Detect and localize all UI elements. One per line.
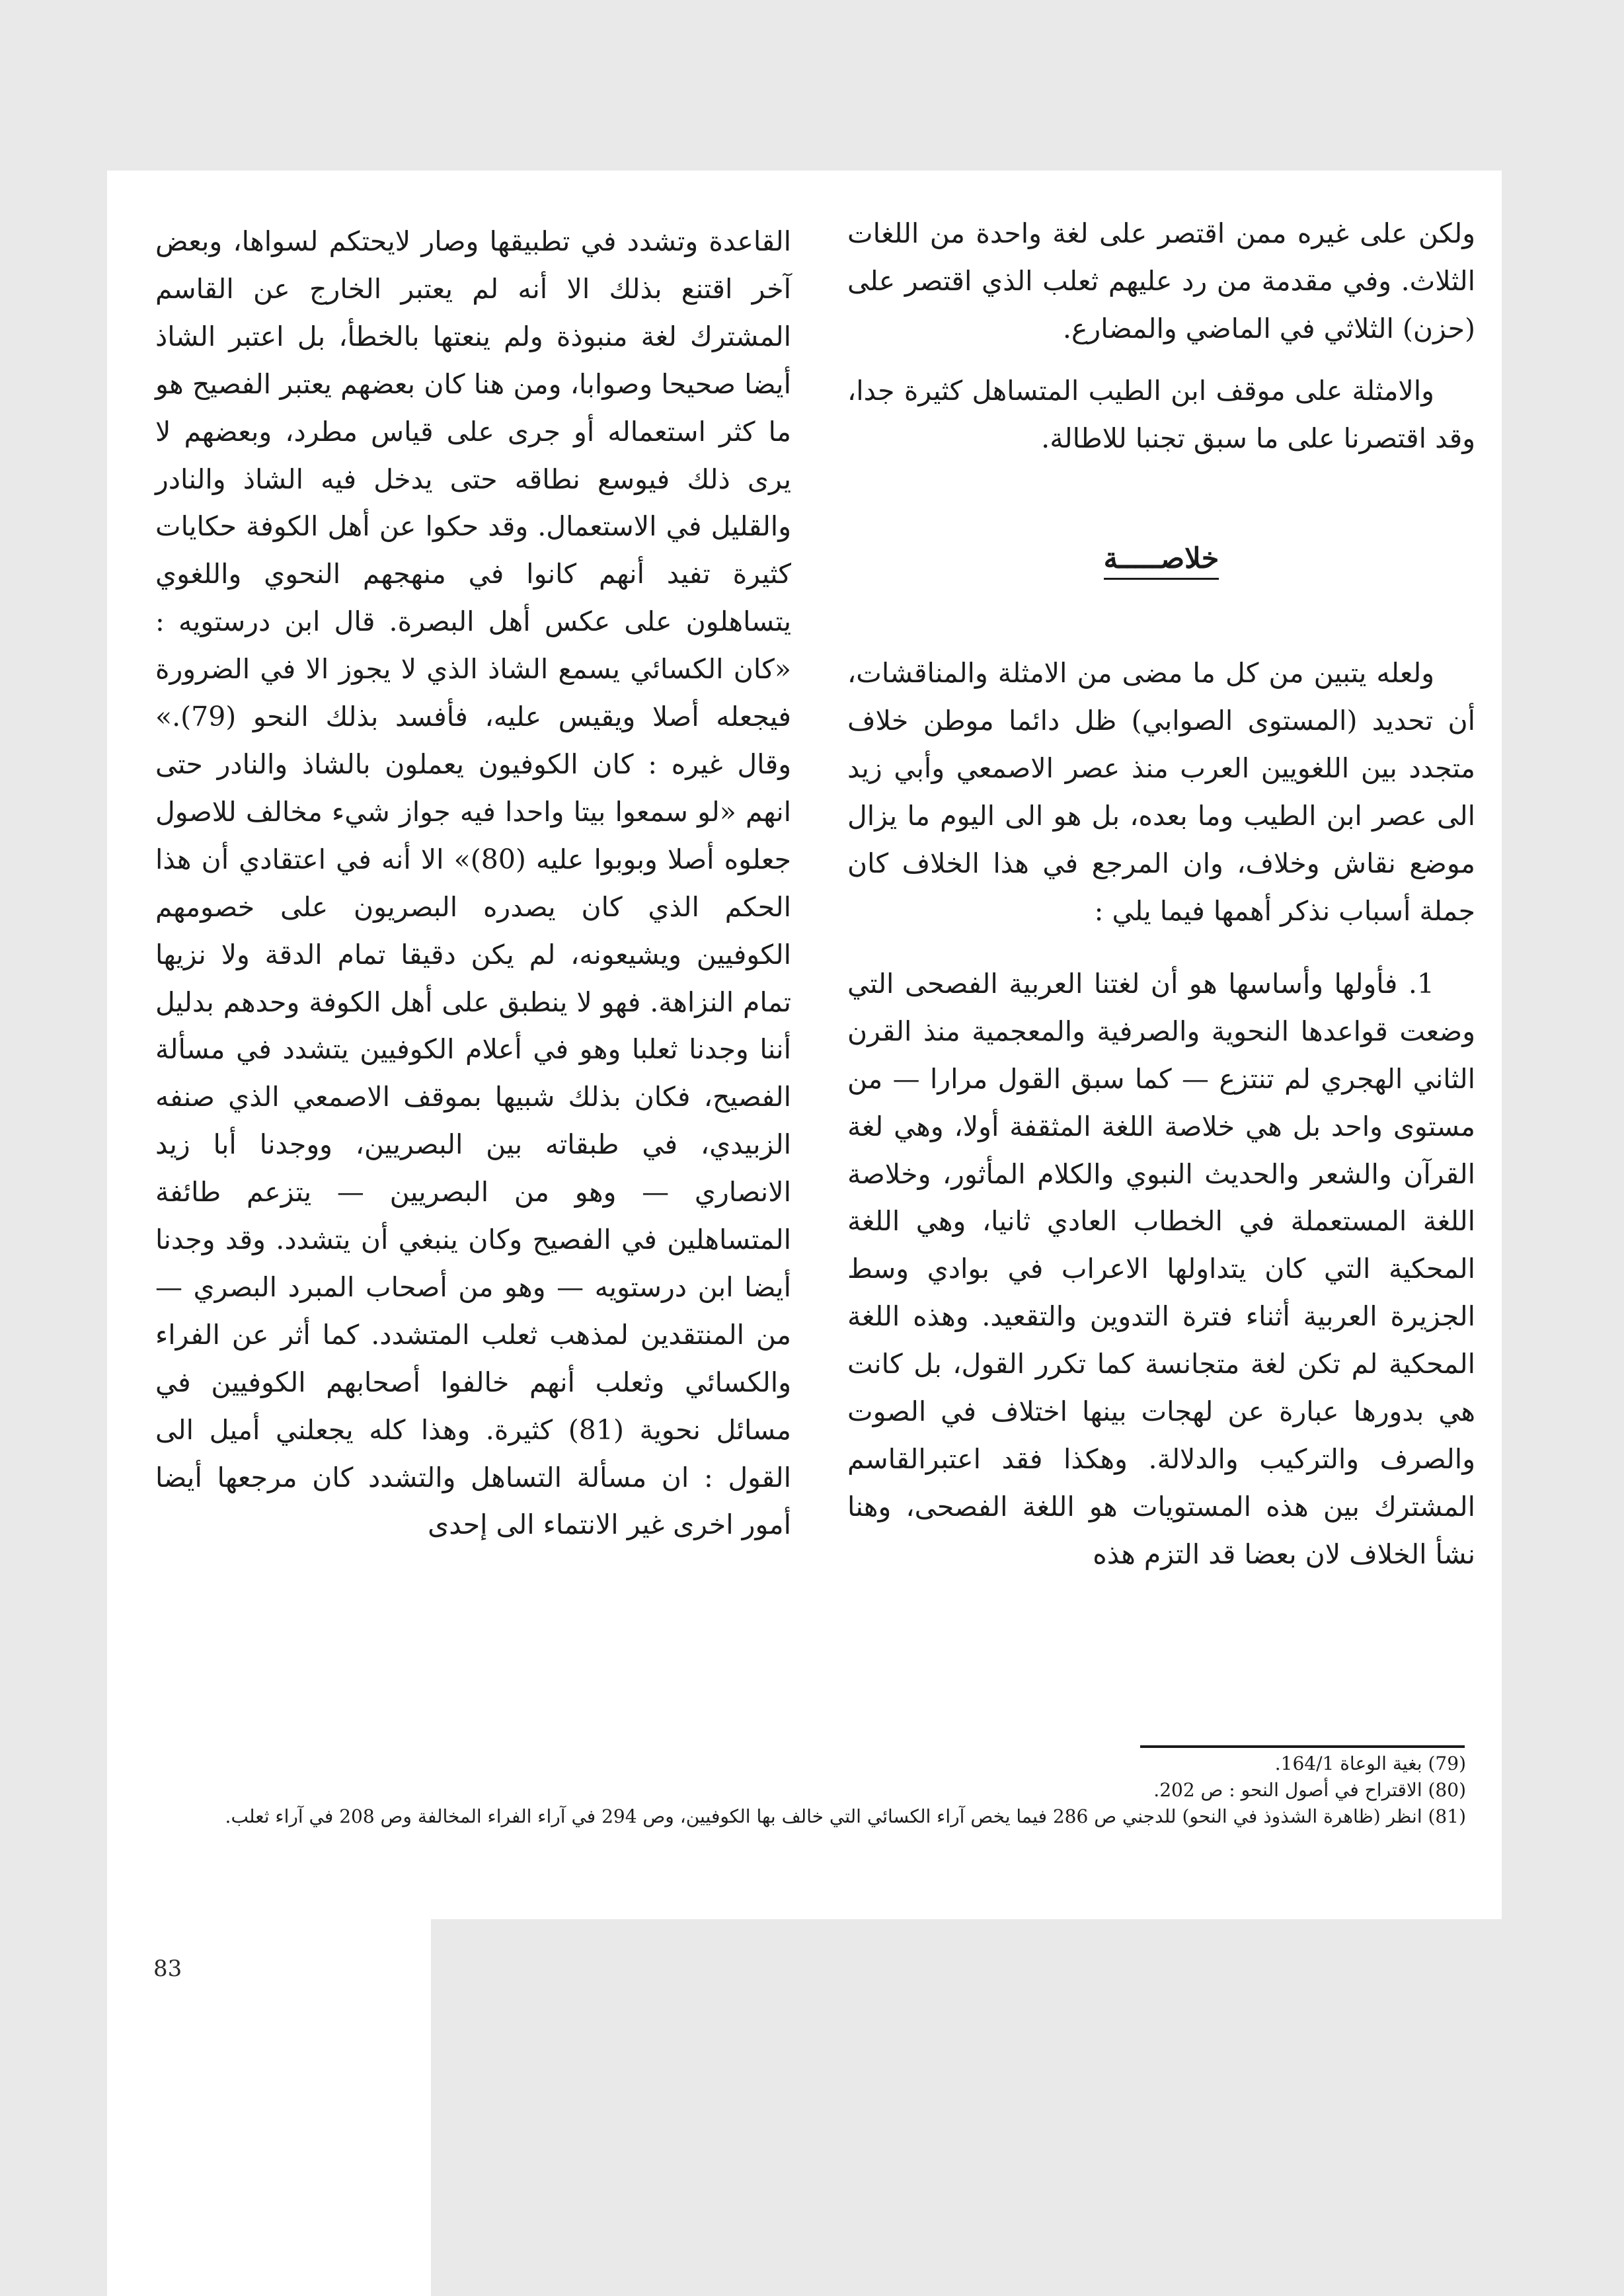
footnote-rule [1140, 1745, 1465, 1748]
paragraph: ولكن على غيره ممن اقتصر على لغة واحدة من اللغات الثلاث. وفي مقدمة من رد عليهم ثعلب الذي اقتصر على (حزن) الثلاثي في الماضي والمضارع. [847, 218, 1475, 344]
section-heading-text: خلاصـــــة [1104, 542, 1219, 580]
right-text-column [847, 210, 1475, 1579]
paragraph: القاعدة وتشدد في تطبيقها وصار لايحتكم لسواها، وبعض آخر اقتنع بذلك الا أنه لم يعتبر الخارج عن القاسم المشترك لغة منبوذة ولم ينعتها بالخطأ، بل اعتبر الشاذ أيضا صحيحا وصوابا، ومن هنا كان بعضهم يعتبر الفصيح هو ما كثر استعماله أو جرى على قياس مطرد، وبعضهم لا يرى ذلك فيوسع نطاقه حتى يدخل فيه الشاذ والنادر والقليل في الاستعمال. وقد حكوا عن أهل الكوفة حكايات كثيرة تفيد أنهم كانوا في منهجهم النحوي واللغوي يتساهلون على عكس أهل البصرة. قال ابن درستويه : «كان الكسائي يسمع الشاذ الذي لا يجوز الا في الضرورة فيجعله أصلا ويقيس عليه، فأفسد بذلك النحو (79).» وقال غيره : كان الكوفيون يعملون بالشاذ والنادر حتى انهم «لو سمعوا بيتا واحدا فيه جواز شيء مخالف للاصول جعلوه أصلا وبوبوا عليه (80)» الا أنه في اعتقادي أن هذا الحكم الذي كان يصدره البصريون على خصومهم الكوفيين ويشيعونه، لم يكن دقيقا تمام الدقة ولا نزيها تمام النزاهة. فهو لا ينطبق على أهل الكوفة وحدهم بدليل أننا وجدنا ثعلبا وهو في أعلام الكوفيين يتشدد في مسألة الفصيح، فكان بذلك شبيها بموقف الاصمعي الذي صنفه الزبيدي، في طبقاته بين البصريين، ووجدنا أبا زيد الانصاري — وهو من البصريين — يتزعم طائفة المتساهلين في الفصيح وكان ينبغي أن يتشدد. وقد وجدنا أيضا ابن درستويه — وهو من أصحاب المبرد البصري — من المنتقدين لمذهب ثعلب المتشدد. كما أثر عن الفراء والكسائي وثعلب أنهم خالفوا أصحابهم الكوفيين في مسائل نحوية (81) كثيرة. وهذا كله يجعلني أميل الى القول : ان مسألة التساهل والتشدد كان مرجعها أيضا أمور اخرى غير الانتماء الى إحدى [155, 225, 792, 1541]
footnote-80: (80) الاقتراح في أصول النحو : ص 202. [1153, 1779, 1466, 1801]
paragraph: 1. فأولها وأساسها هو أن لغتنا العربية الفصحى التي وضعت قواعدها النحوية والصرفية والمعجمية منذ القرن الثاني الهجري لم تنتزع — كما سبق القول مرارا — من مستوى واحد بل هي خلاصة اللغة المثقفة أولا، وهي لغة القرآن والشعر والحديث النبوي والكلام المأثور، وخلاصة اللغة المستعملة في الخطاب العادي ثانيا، وهي اللغة المحكية التي كان يتداولها الاعراب في بوادي وسط الجزيرة العربية أثناء فترة التدوين والتقعيد. وهذه اللغة المحكية لم تكن لغة متجانسة كما تكرر القول، بل كانت هي بدورها عبارة عن لهجات بينها اختلاف في الصوت والصرف والتركيب والدلالة. وهكذا فقد اعتبرالقاسم المشترك بين هذه المستويات هو اللغة الفصحى، وهنا نشأ الخلاف لان بعضا قد التزم هذه [847, 967, 1475, 1570]
footnote-79: (79) بغية الوعاة 164/1. [1274, 1753, 1466, 1774]
page-number: 83 [153, 1956, 182, 1982]
left-text-column [155, 218, 791, 1549]
paragraph: ولعله يتبين من كل ما مضى من الامثلة والمناقشات، أن تحديد (المستوى الصوابي) ظل دائما موطن خلاف متجدد بين اللغويين العرب منذ عصر الاصمعي وأبي زيد الى عصر ابن الطيب وما بعده، بل هو الى اليوم ما يزال موضع نقاش وخلاف، وان المرجع في هذا الخلاف كان جملة أسباب نذكر أهمها فيما يلي : [847, 657, 1475, 927]
footnotes [218, 1751, 1466, 1830]
paragraph: والامثلة على موقف ابن الطيب المتساهل كثيرة جدا، وقد اقتصرنا على ما سبق تجنبا للاطالة. [847, 374, 1475, 454]
section-heading [847, 535, 1475, 583]
footnote-81: (81) انظر (ظاهرة الشذوذ في النحو) للدجني ص 286 فيما يخص آراء الكسائي التي خالف بها الكوفيين، وص 294 في آراء الفراء المخالفة وص 208 في آراء ثعلب. [225, 1805, 1466, 1827]
